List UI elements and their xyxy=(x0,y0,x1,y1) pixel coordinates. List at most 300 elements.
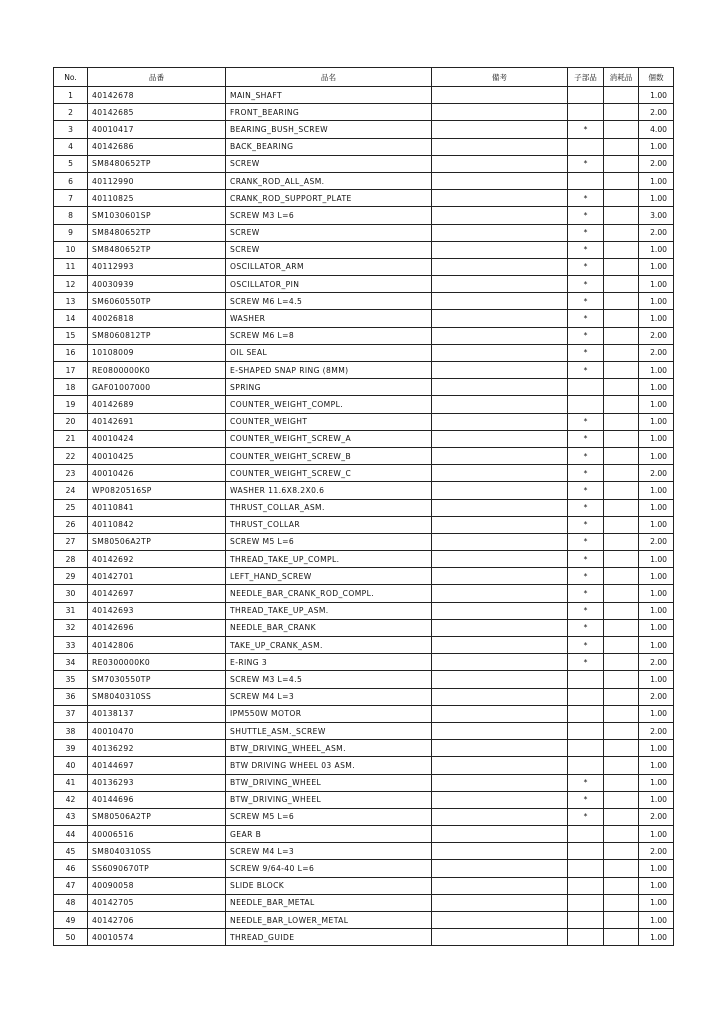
sub-part-cell: * xyxy=(568,276,604,293)
sub-part-cell xyxy=(568,722,604,739)
quantity-cell: 1.00 xyxy=(639,241,674,258)
part-number-cell: 40112990 xyxy=(88,172,226,189)
table-row xyxy=(54,499,674,516)
sub-part-cell xyxy=(568,894,604,911)
part-name-cell: SCREW xyxy=(226,241,432,258)
row-number: 39 xyxy=(54,740,88,757)
table-row xyxy=(54,87,674,104)
table-row xyxy=(54,877,674,894)
row-number: 20 xyxy=(54,413,88,430)
part-number-cell: 40142691 xyxy=(88,413,226,430)
part-number-cell: 40090058 xyxy=(88,877,226,894)
remarks-cell xyxy=(432,413,568,430)
part-number-cell: 40110842 xyxy=(88,516,226,533)
part-number-cell: 40010424 xyxy=(88,430,226,447)
remarks-cell xyxy=(432,826,568,843)
row-number: 14 xyxy=(54,310,88,327)
consumable-cell xyxy=(604,276,639,293)
part-number-cell: 40142692 xyxy=(88,551,226,568)
part-name-cell: BTW_DRIVING_WHEEL_ASM. xyxy=(226,740,432,757)
table-row xyxy=(54,362,674,379)
table-row xyxy=(54,241,674,258)
part-number-cell: WP0820516SP xyxy=(88,482,226,499)
part-name-cell: BTW_DRIVING_WHEEL xyxy=(226,774,432,791)
table-row xyxy=(54,791,674,808)
part-name-cell: GEAR B xyxy=(226,826,432,843)
part-name-cell: SCREW M6 L=4.5 xyxy=(226,293,432,310)
consumable-cell xyxy=(604,619,639,636)
consumable-cell xyxy=(604,877,639,894)
row-number: 50 xyxy=(54,929,88,946)
table-row xyxy=(54,637,674,654)
sub-part-cell: * xyxy=(568,344,604,361)
remarks-cell xyxy=(432,310,568,327)
table-row xyxy=(54,929,674,946)
table-row xyxy=(54,344,674,361)
part-number-cell: 40144696 xyxy=(88,791,226,808)
consumable-cell xyxy=(604,843,639,860)
quantity-cell: 2.00 xyxy=(639,344,674,361)
part-name-cell: SHUTTLE_ASM._SCREW xyxy=(226,722,432,739)
table-row xyxy=(54,327,674,344)
sub-part-cell xyxy=(568,912,604,929)
remarks-cell xyxy=(432,87,568,104)
part-name-cell: SLIDE BLOCK xyxy=(226,877,432,894)
sub-part-cell xyxy=(568,87,604,104)
table-row xyxy=(54,912,674,929)
table-row xyxy=(54,396,674,413)
sub-part-cell: * xyxy=(568,413,604,430)
row-number: 8 xyxy=(54,207,88,224)
sub-part-cell xyxy=(568,379,604,396)
row-number: 26 xyxy=(54,516,88,533)
quantity-cell: 2.00 xyxy=(639,104,674,121)
quantity-cell: 1.00 xyxy=(639,619,674,636)
sub-part-cell: * xyxy=(568,654,604,671)
remarks-cell xyxy=(432,224,568,241)
sub-part-cell xyxy=(568,929,604,946)
sub-part-cell xyxy=(568,757,604,774)
part-number-cell: 40026818 xyxy=(88,310,226,327)
table-row xyxy=(54,516,674,533)
remarks-cell xyxy=(432,740,568,757)
remarks-cell xyxy=(432,241,568,258)
consumable-cell xyxy=(604,413,639,430)
part-number-cell: 40142678 xyxy=(88,87,226,104)
row-number: 18 xyxy=(54,379,88,396)
row-number: 32 xyxy=(54,619,88,636)
quantity-cell: 1.00 xyxy=(639,447,674,464)
quantity-cell: 1.00 xyxy=(639,774,674,791)
row-number: 25 xyxy=(54,499,88,516)
consumable-cell xyxy=(604,155,639,172)
remarks-cell xyxy=(432,190,568,207)
consumable-cell xyxy=(604,430,639,447)
part-number-cell: SM8060812TP xyxy=(88,327,226,344)
part-name-cell: WASHER 11.6X8.2X0.6 xyxy=(226,482,432,499)
quantity-cell: 1.00 xyxy=(639,877,674,894)
quantity-cell: 2.00 xyxy=(639,843,674,860)
remarks-cell xyxy=(432,912,568,929)
consumable-cell xyxy=(604,224,639,241)
part-name-cell: BEARING_BUSH_SCREW xyxy=(226,121,432,138)
consumable-cell xyxy=(604,447,639,464)
row-number: 34 xyxy=(54,654,88,671)
quantity-cell: 2.00 xyxy=(639,327,674,344)
header-consumable: 消耗品 xyxy=(604,68,639,87)
table-row xyxy=(54,430,674,447)
row-number: 45 xyxy=(54,843,88,860)
quantity-cell: 1.00 xyxy=(639,430,674,447)
row-number: 21 xyxy=(54,430,88,447)
consumable-cell xyxy=(604,808,639,825)
sub-part-cell: * xyxy=(568,430,604,447)
part-name-cell: BTW_DRIVING_WHEEL xyxy=(226,791,432,808)
table-row xyxy=(54,533,674,550)
quantity-cell: 1.00 xyxy=(639,396,674,413)
remarks-cell xyxy=(432,602,568,619)
part-name-cell: E-SHAPED SNAP RING (8MM) xyxy=(226,362,432,379)
consumable-cell xyxy=(604,551,639,568)
row-number: 2 xyxy=(54,104,88,121)
table-row xyxy=(54,104,674,121)
table-row xyxy=(54,121,674,138)
row-number: 42 xyxy=(54,791,88,808)
quantity-cell: 2.00 xyxy=(639,688,674,705)
table-row xyxy=(54,190,674,207)
table-header-row xyxy=(54,68,674,87)
row-number: 47 xyxy=(54,877,88,894)
table-row xyxy=(54,860,674,877)
table-row xyxy=(54,551,674,568)
remarks-cell xyxy=(432,172,568,189)
sub-part-cell: * xyxy=(568,293,604,310)
row-number: 46 xyxy=(54,860,88,877)
row-number: 23 xyxy=(54,465,88,482)
part-number-cell: 40142806 xyxy=(88,637,226,654)
row-number: 10 xyxy=(54,241,88,258)
quantity-cell: 1.00 xyxy=(639,791,674,808)
part-number-cell: SS6090670TP xyxy=(88,860,226,877)
remarks-cell xyxy=(432,207,568,224)
remarks-cell xyxy=(432,499,568,516)
row-number: 3 xyxy=(54,121,88,138)
consumable-cell xyxy=(604,310,639,327)
header-part-name: 品名 xyxy=(226,68,432,87)
consumable-cell xyxy=(604,87,639,104)
part-name-cell: COUNTER_WEIGHT_SCREW_A xyxy=(226,430,432,447)
row-number: 41 xyxy=(54,774,88,791)
remarks-cell xyxy=(432,757,568,774)
part-name-cell: COUNTER_WEIGHT xyxy=(226,413,432,430)
table-row xyxy=(54,293,674,310)
remarks-cell xyxy=(432,104,568,121)
part-number-cell: 40110841 xyxy=(88,499,226,516)
consumable-cell xyxy=(604,912,639,929)
row-number: 19 xyxy=(54,396,88,413)
quantity-cell: 3.00 xyxy=(639,207,674,224)
remarks-cell xyxy=(432,138,568,155)
consumable-cell xyxy=(604,499,639,516)
quantity-cell: 1.00 xyxy=(639,637,674,654)
part-name-cell: THRUST_COLLAR_ASM. xyxy=(226,499,432,516)
consumable-cell xyxy=(604,327,639,344)
sub-part-cell: * xyxy=(568,362,604,379)
remarks-cell xyxy=(432,671,568,688)
remarks-cell xyxy=(432,894,568,911)
part-name-cell: SCREW M3 L=6 xyxy=(226,207,432,224)
table-row xyxy=(54,894,674,911)
part-number-cell: GAF01007000 xyxy=(88,379,226,396)
consumable-cell xyxy=(604,585,639,602)
part-name-cell: SCREW M4 L=3 xyxy=(226,843,432,860)
part-number-cell: 40142685 xyxy=(88,104,226,121)
quantity-cell: 1.00 xyxy=(639,568,674,585)
part-number-cell: 40142689 xyxy=(88,396,226,413)
sub-part-cell: * xyxy=(568,465,604,482)
remarks-cell xyxy=(432,482,568,499)
part-name-cell: MAIN_SHAFT xyxy=(226,87,432,104)
part-name-cell: LEFT_HAND_SCREW xyxy=(226,568,432,585)
row-number: 37 xyxy=(54,705,88,722)
sub-part-cell: * xyxy=(568,447,604,464)
part-name-cell: SCREW 9/64-40 L=6 xyxy=(226,860,432,877)
sub-part-cell: * xyxy=(568,482,604,499)
table-row xyxy=(54,585,674,602)
quantity-cell: 1.00 xyxy=(639,379,674,396)
table-row xyxy=(54,722,674,739)
consumable-cell xyxy=(604,705,639,722)
remarks-cell xyxy=(432,276,568,293)
remarks-cell xyxy=(432,654,568,671)
row-number: 1 xyxy=(54,87,88,104)
part-name-cell: THREAD_TAKE_UP_ASM. xyxy=(226,602,432,619)
consumable-cell xyxy=(604,637,639,654)
row-number: 17 xyxy=(54,362,88,379)
part-name-cell: THREAD_GUIDE xyxy=(226,929,432,946)
row-number: 12 xyxy=(54,276,88,293)
part-number-cell: 40112993 xyxy=(88,258,226,275)
consumable-cell xyxy=(604,568,639,585)
row-number: 40 xyxy=(54,757,88,774)
part-number-cell: SM7030550TP xyxy=(88,671,226,688)
row-number: 48 xyxy=(54,894,88,911)
quantity-cell: 1.00 xyxy=(639,705,674,722)
sub-part-cell xyxy=(568,705,604,722)
row-number: 6 xyxy=(54,172,88,189)
part-number-cell: 40142686 xyxy=(88,138,226,155)
sub-part-cell xyxy=(568,104,604,121)
row-number: 11 xyxy=(54,258,88,275)
part-number-cell: 40010426 xyxy=(88,465,226,482)
table-row xyxy=(54,619,674,636)
row-number: 33 xyxy=(54,637,88,654)
table-row xyxy=(54,705,674,722)
part-number-cell: 40010425 xyxy=(88,447,226,464)
remarks-cell xyxy=(432,344,568,361)
remarks-cell xyxy=(432,379,568,396)
table-row xyxy=(54,602,674,619)
quantity-cell: 2.00 xyxy=(639,654,674,671)
remarks-cell xyxy=(432,791,568,808)
sub-part-cell: * xyxy=(568,327,604,344)
sub-part-cell: * xyxy=(568,619,604,636)
part-name-cell: CRANK_ROD_ALL_ASM. xyxy=(226,172,432,189)
part-name-cell: OIL SEAL xyxy=(226,344,432,361)
row-number: 44 xyxy=(54,826,88,843)
sub-part-cell: * xyxy=(568,310,604,327)
table-row xyxy=(54,757,674,774)
sub-part-cell xyxy=(568,826,604,843)
consumable-cell xyxy=(604,929,639,946)
quantity-cell: 1.00 xyxy=(639,757,674,774)
sub-part-cell: * xyxy=(568,568,604,585)
sub-part-cell xyxy=(568,396,604,413)
row-number: 22 xyxy=(54,447,88,464)
part-number-cell: 40138137 xyxy=(88,705,226,722)
row-number: 9 xyxy=(54,224,88,241)
part-name-cell: SPRING xyxy=(226,379,432,396)
table-row xyxy=(54,310,674,327)
part-name-cell: BTW DRIVING WHEEL 03 ASM. xyxy=(226,757,432,774)
remarks-cell xyxy=(432,430,568,447)
quantity-cell: 1.00 xyxy=(639,894,674,911)
consumable-cell xyxy=(604,791,639,808)
consumable-cell xyxy=(604,241,639,258)
sub-part-cell: * xyxy=(568,533,604,550)
quantity-cell: 1.00 xyxy=(639,172,674,189)
part-number-cell: 40136292 xyxy=(88,740,226,757)
part-name-cell: IPM550W MOTOR xyxy=(226,705,432,722)
part-name-cell: SCREW M6 L=8 xyxy=(226,327,432,344)
sub-part-cell: * xyxy=(568,637,604,654)
table-row xyxy=(54,447,674,464)
remarks-cell xyxy=(432,155,568,172)
remarks-cell xyxy=(432,465,568,482)
part-name-cell: SCREW M5 L=6 xyxy=(226,533,432,550)
quantity-cell: 2.00 xyxy=(639,533,674,550)
part-number-cell: 40142706 xyxy=(88,912,226,929)
table-row xyxy=(54,224,674,241)
consumable-cell xyxy=(604,533,639,550)
consumable-cell xyxy=(604,774,639,791)
remarks-cell xyxy=(432,121,568,138)
part-name-cell: THREAD_TAKE_UP_COMPL. xyxy=(226,551,432,568)
remarks-cell xyxy=(432,293,568,310)
sub-part-cell: * xyxy=(568,224,604,241)
sub-part-cell xyxy=(568,877,604,894)
remarks-cell xyxy=(432,774,568,791)
part-name-cell: BACK_BEARING xyxy=(226,138,432,155)
remarks-cell xyxy=(432,929,568,946)
remarks-cell xyxy=(432,396,568,413)
consumable-cell xyxy=(604,190,639,207)
row-number: 4 xyxy=(54,138,88,155)
quantity-cell: 2.00 xyxy=(639,155,674,172)
quantity-cell: 1.00 xyxy=(639,585,674,602)
sub-part-cell: * xyxy=(568,155,604,172)
part-number-cell: 40010470 xyxy=(88,722,226,739)
part-name-cell: SCREW xyxy=(226,155,432,172)
sub-part-cell xyxy=(568,671,604,688)
consumable-cell xyxy=(604,344,639,361)
part-name-cell: SCREW xyxy=(226,224,432,241)
sub-part-cell: * xyxy=(568,516,604,533)
row-number: 7 xyxy=(54,190,88,207)
part-number-cell: 40142697 xyxy=(88,585,226,602)
header-quantity: 個数 xyxy=(639,68,674,87)
header-sub-part: 子部品 xyxy=(568,68,604,87)
remarks-cell xyxy=(432,705,568,722)
consumable-cell xyxy=(604,465,639,482)
quantity-cell: 4.00 xyxy=(639,121,674,138)
quantity-cell: 1.00 xyxy=(639,551,674,568)
table-row xyxy=(54,688,674,705)
consumable-cell xyxy=(604,894,639,911)
header-no: No. xyxy=(54,68,88,87)
consumable-cell xyxy=(604,826,639,843)
sub-part-cell: * xyxy=(568,774,604,791)
sub-part-cell xyxy=(568,688,604,705)
row-number: 43 xyxy=(54,808,88,825)
row-number: 31 xyxy=(54,602,88,619)
quantity-cell: 1.00 xyxy=(639,740,674,757)
consumable-cell xyxy=(604,671,639,688)
remarks-cell xyxy=(432,877,568,894)
header-part-number: 品番 xyxy=(88,68,226,87)
part-number-cell: 40142701 xyxy=(88,568,226,585)
remarks-cell xyxy=(432,860,568,877)
quantity-cell: 1.00 xyxy=(639,516,674,533)
header-remarks: 備考 xyxy=(432,68,568,87)
part-name-cell: OSCILLATOR_PIN xyxy=(226,276,432,293)
part-name-cell: CRANK_ROD_SUPPORT_PLATE xyxy=(226,190,432,207)
consumable-cell xyxy=(604,138,639,155)
consumable-cell xyxy=(604,602,639,619)
part-number-cell: SM8480652TP xyxy=(88,224,226,241)
consumable-cell xyxy=(604,860,639,877)
table-row xyxy=(54,138,674,155)
part-name-cell: OSCILLATOR_ARM xyxy=(226,258,432,275)
row-number: 16 xyxy=(54,344,88,361)
quantity-cell: 1.00 xyxy=(639,310,674,327)
row-number: 28 xyxy=(54,551,88,568)
quantity-cell: 2.00 xyxy=(639,808,674,825)
quantity-cell: 2.00 xyxy=(639,224,674,241)
table-row xyxy=(54,207,674,224)
part-name-cell: NEEDLE_BAR_CRANK xyxy=(226,619,432,636)
part-name-cell: SCREW M3 L=4.5 xyxy=(226,671,432,688)
table-row xyxy=(54,276,674,293)
consumable-cell xyxy=(604,258,639,275)
consumable-cell xyxy=(604,740,639,757)
sub-part-cell xyxy=(568,843,604,860)
consumable-cell xyxy=(604,654,639,671)
quantity-cell: 1.00 xyxy=(639,293,674,310)
quantity-cell: 2.00 xyxy=(639,722,674,739)
quantity-cell: 1.00 xyxy=(639,860,674,877)
part-number-cell: SM8040310SS xyxy=(88,843,226,860)
remarks-cell xyxy=(432,327,568,344)
part-number-cell: RE0800000K0 xyxy=(88,362,226,379)
sub-part-cell: * xyxy=(568,551,604,568)
row-number: 5 xyxy=(54,155,88,172)
row-number: 24 xyxy=(54,482,88,499)
part-name-cell: COUNTER_WEIGHT_SCREW_B xyxy=(226,447,432,464)
table-row xyxy=(54,172,674,189)
table-row xyxy=(54,826,674,843)
part-name-cell: SCREW M5 L=6 xyxy=(226,808,432,825)
